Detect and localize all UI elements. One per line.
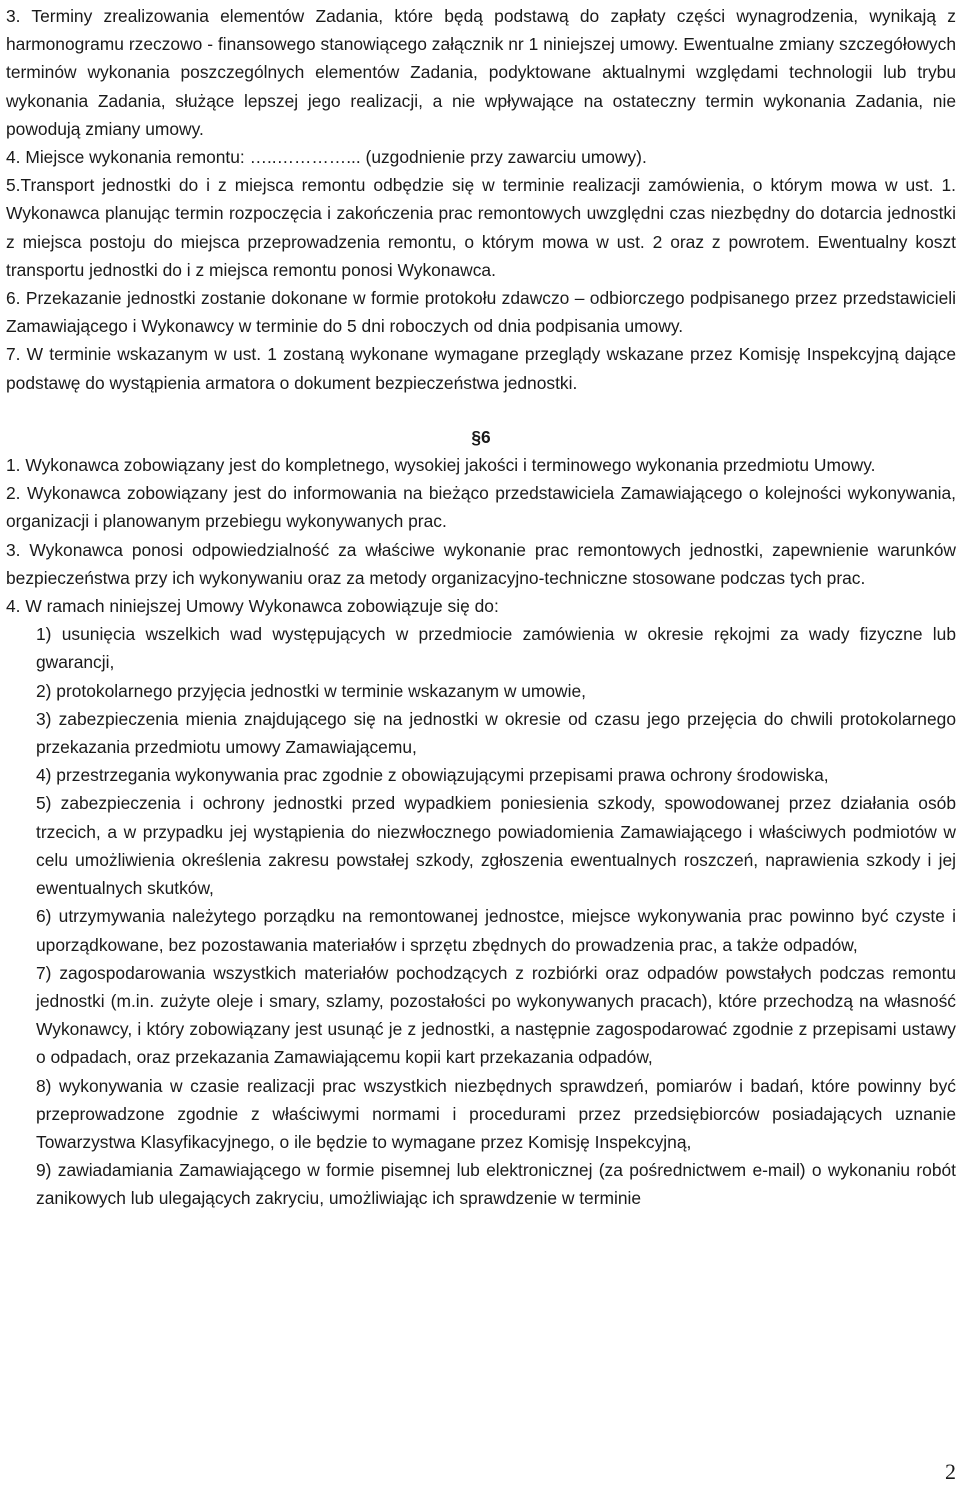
section-paragraph-4: 4. W ramach niniejszej Umowy Wykonawca zobowiązuje się do: (6, 596, 499, 617)
list-item: 1) usunięcia wszelkich wad występujących w przedmiocie zamówienia w okresie rękojmi za wady fizyczne lub gwarancji, (36, 624, 956, 673)
list-item: 4) przestrzegania wykonywania prac zgodnie z obowiązującymi przepisami prawa ochrony środowiska, (36, 765, 829, 786)
list-item: 5) zabezpieczenia i ochrony jednostki przed wypadkiem poniesienia szkody, spowodowanej przez działania osób trzecich, a w przypadku jej wystąpienia do niezwłocznego powiadomienia Zamawiającego i właściwych podmiotów w celu umożliwienia określenia zakresu powstałej szkody, zgłoszenia ewentualnych roszczeń, naprawienia szkody i jej ewentualnych skutków, (36, 793, 956, 899)
list-item: 8) wykonywania w czasie realizacji prac wszystkich niezbędnych sprawdzeń, pomiarów i badań, które powinny być przeprowadzone zgodnie z właściwymi normami i procedurami przez przedsiębiorców posiadających uznanie Towarzystwa Klasyfikacyjnego, o ile będzie to wymagane przez Komisję Inspekcyjną, (36, 1075, 956, 1152)
paragraph-5: 5.Transport jednostki do i z miejsca remontu odbędzie się w terminie realizacji zamówienia, o którym mowa w ust. 1. Wykonawca planując termin rozpoczęcia i zakończenia prac remontowych uwzględni czas niezbędny do dotarcia jednostki z miejsca postoju do miejsca przeprowadzenia remontu, o którym mowa w ust. 2 oraz z powrotem. Ewentualny koszt transportu jednostki do i z miejsca remontu ponosi Wykonawca. (6, 175, 956, 280)
list-item: 9) zawiadamiania Zamawiającego w formie pisemnej lub elektronicznej (za pośrednictwem e-mail) o wykonaniu robót zanikowych lub ulegających zakryciu, umożliwiając ich sprawdzenie w terminie (36, 1160, 956, 1209)
document-page (6, 2, 956, 1213)
list-item: 7) zagospodarowania wszystkich materiałów pochodzących z rozbiórki oraz odpadów powstałych podczas remontu jednostki (m.in. zużyte oleje i smary, szlamy, pozostałości po wykonywanych pracach), które przechodzą na własność Wykonawcy, i który zobowiązany jest usunąć je z jednostki, a następnie zagospodarować zgodnie z przepisami ustawy o odpadach, oraz przekazania Zamawiającemu kopii kart przekazania odpadów, (36, 962, 956, 1068)
section-paragraph-3: 3. Wykonawca ponosi odpowiedzialność za właściwe wykonanie prac remontowych jednostki, zapewnienie warunków bezpieczeństwa przy ich wykonywaniu oraz za metody organizacyjno-techniczne stosowane podczas tych prac. (6, 539, 956, 588)
paragraph-6: 6. Przekazanie jednostki zostanie dokonane w formie protokołu zdawczo – odbiorczego podpisanego przez przedstawicieli Zamawiającego i Wykonawcy w terminie do 5 dni roboczych od dnia podpisania umowy. (6, 288, 956, 337)
paragraph-3: 3. Terminy zrealizowania elementów Zadania, które będą podstawą do zapłaty części wynagrodzenia, wynikają z harmonogramu rzeczowo - finansowego stanowiącego załącznik nr 1 niniejszej umowy. Ewentualne zmiany szczegółowych terminów wykonania poszczególnych elementów Zadania, podyktowane aktualnymi względami technologii lub trybu wykonania Zadania, służące lepszej jego realizacji, a nie wpływające na ostateczny termin wykonania Zadania, nie powodują zmiany umowy. (6, 6, 956, 139)
paragraph-7: 7. W terminie wskazanym w ust. 1 zostaną wykonane wymagane przeglądy wskazane przez Komisję Inspekcyjną dające podstawę do wystąpienia armatora o dokument bezpieczeństwa jednostki. (6, 344, 956, 393)
page-number: 2 (945, 1459, 956, 1484)
list-item: 3) zabezpieczenia mienia znajdującego się na jednostki w okresie od czasu jego przejęcia do chwili protokolarnego przekazania przedmiotu umowy Zamawiającemu, (36, 708, 956, 758)
paragraph-4: 4. Miejsce wykonania remontu: …..…………... (uzgodnienie przy zawarciu umowy). (6, 147, 647, 168)
section-paragraph-1: 1. Wykonawca zobowiązany jest do kompletnego, wysokiej jakości i terminowego wykonania przedmiotu Umowy. (6, 455, 876, 476)
list-item: 2) protokolarnego przyjęcia jednostki w terminie wskazanym w umowie, (36, 680, 586, 701)
section-heading: §6 (471, 426, 491, 447)
list-item: 6) utrzymywania należytego porządku na remontowanej jednostce, miejsce wykonywania prac powinno być czyste i uporządkowane, bez pozostawania materiałów i sprzętu zbędnych do prowadzenia prac, a także odpadów, (36, 906, 956, 955)
section-paragraph-2: 2. Wykonawca zobowiązany jest do informowania na bieżąco przedstawiciela Zamawiającego o kolejności wykonywania, organizacji i planowanym przebiegu wykonywanych prac. (6, 483, 956, 532)
